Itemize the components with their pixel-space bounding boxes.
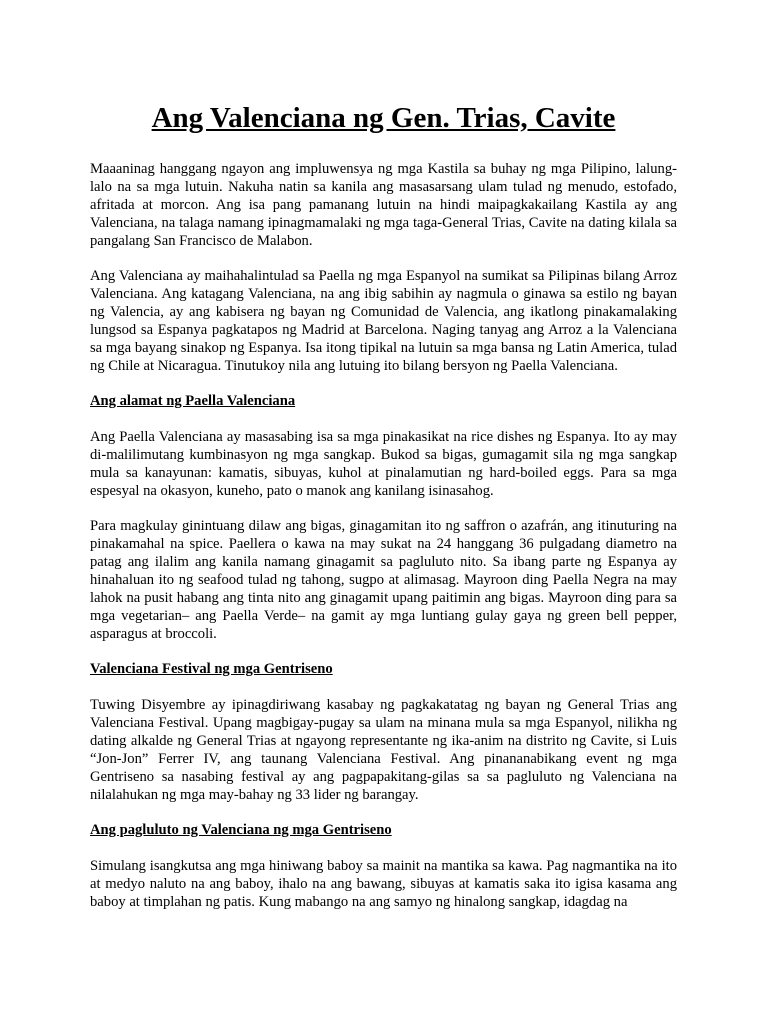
- alamat-paragraph-2: Para magkulay ginintuang dilaw ang bigas, ginagamitan ito ng saffron o azafrán, ang itinuturing na pinakamahal na spice. Paellera o kawa na may sukat na 24 hanggang 36 pulgadang diametro na patag ang ilalim ang kanila namang ginagamit sa pagluluto nito. Sa ibang parte ng Espanya ay hinahaluan ito ng seafood tulad ng tahong, sugpo at alimasag. Mayroon ding Paella Negra na may lahok na pusit habang ang tinta nito ang ginagamit upang paitimin ang bigas. Mayroon ding para sa mga vegetarian– ang Paella Verde– na gamit ay mga luntiang gulay gaya ng green bell pepper, asparagus at broccoli.: [90, 518, 677, 642]
- section-heading-pagluluto: Ang pagluluto ng Valenciana ng mga Gentriseno: [90, 822, 392, 838]
- document-title: Ang Valenciana ng Gen. Trias, Cavite: [151, 102, 616, 134]
- section-heading-alamat: Ang alamat ng Paella Valenciana: [90, 393, 296, 409]
- intro-paragraph-2: Ang Valenciana ay maihahalintulad sa Paella ng mga Espanyol na sumikat sa Pilipinas bilang Arroz Valenciana. Ang katagang Valenciana, na ang ibig sabihin ay nagmula o ginawa sa estilo ng bayan ng Valencia, ay ang kabisera ng bayan ng Comunidad de Valencia, ang ikatlong pinakamalaking lungsod sa Espanya pagkatapos ng Madrid at Barcelona. Naging tanyag ang Arroz a la Valenciana sa mga bayang sinakop ng Espanya. Isa itong tipikal na lutuin sa mga bansa ng Latin America, tulad ng Chile at Nicaragua. Tinutukoy nila ang lutuing ito bilang bersyon ng Paella Valenciana.: [90, 268, 677, 374]
- festival-paragraph-1: Tuwing Disyembre ay ipinagdiriwang kasabay ng pagkakatatag ng bayan ng General Trias ang Valenciana Festival. Upang magbigay-pugay sa ulam na minana mula sa mga Espanyol, nilikha ng dating alkalde ng General Trias at ngayong representante ng ika-anim na distrito ng Cavite, si Luis “Jon-Jon” Ferrer IV, ang taunang Valenciana Festival. Ang pinananabikang event ng mga Gentriseno sa nasabing festival ay ang pagpapakitang-gilas sa sa pagluluto ng Valenciana na nilalahukan ng mga may-bahay ng 33 lider ng barangay.: [90, 697, 677, 803]
- alamat-paragraph-1: Ang Paella Valenciana ay masasabing isa sa mga pinakasikat na rice dishes ng Espanya. Ito ay may di-malilimutang kumbinasyon ng mga sangkap. Bukod sa bigas, gumagamit sila ng mga sangkap mula sa kanayunan: kamatis, sibuyas, kuhol at pinalamutian ng hard-boiled eggs. Para sa mga espesyal na okasyon, kuneho, pato o manok ang kanilang isinasahog.: [90, 429, 677, 499]
- intro-paragraph-1: Maaaninag hanggang ngayon ang impluwensya ng mga Kastila sa buhay ng mga Pilipino, lalung-lalo na sa mga lutuin. Nakuha natin sa kanila ang masasarsang ulam tulad ng menudo, estofado, afritada at morcon. Ang isa pang pamanang lutuin na hindi maipagkakailang Kastila ay ang Valenciana, na talaga namang ipinagmamalaki ng mga taga-General Trias, Cavite na dating kilala sa pangalang San Francisco de Malabon.: [90, 161, 677, 249]
- section-heading-festival: Valenciana Festival ng mga Gentriseno: [90, 661, 333, 677]
- document-page: [90, 100, 677, 928]
- pagluluto-paragraph-1: Simulang isangkutsa ang mga hiniwang baboy sa mainit na mantika sa kawa. Pag nagmantika na ito at medyo naluto na ang baboy, ihalo na ang bawang, sibuyas at kamatis saka ito igisa kasama ang baboy at timplahan ng patis. Kung mabango na ang samyo ng hinalong sangkap, idagdag na: [90, 858, 677, 910]
